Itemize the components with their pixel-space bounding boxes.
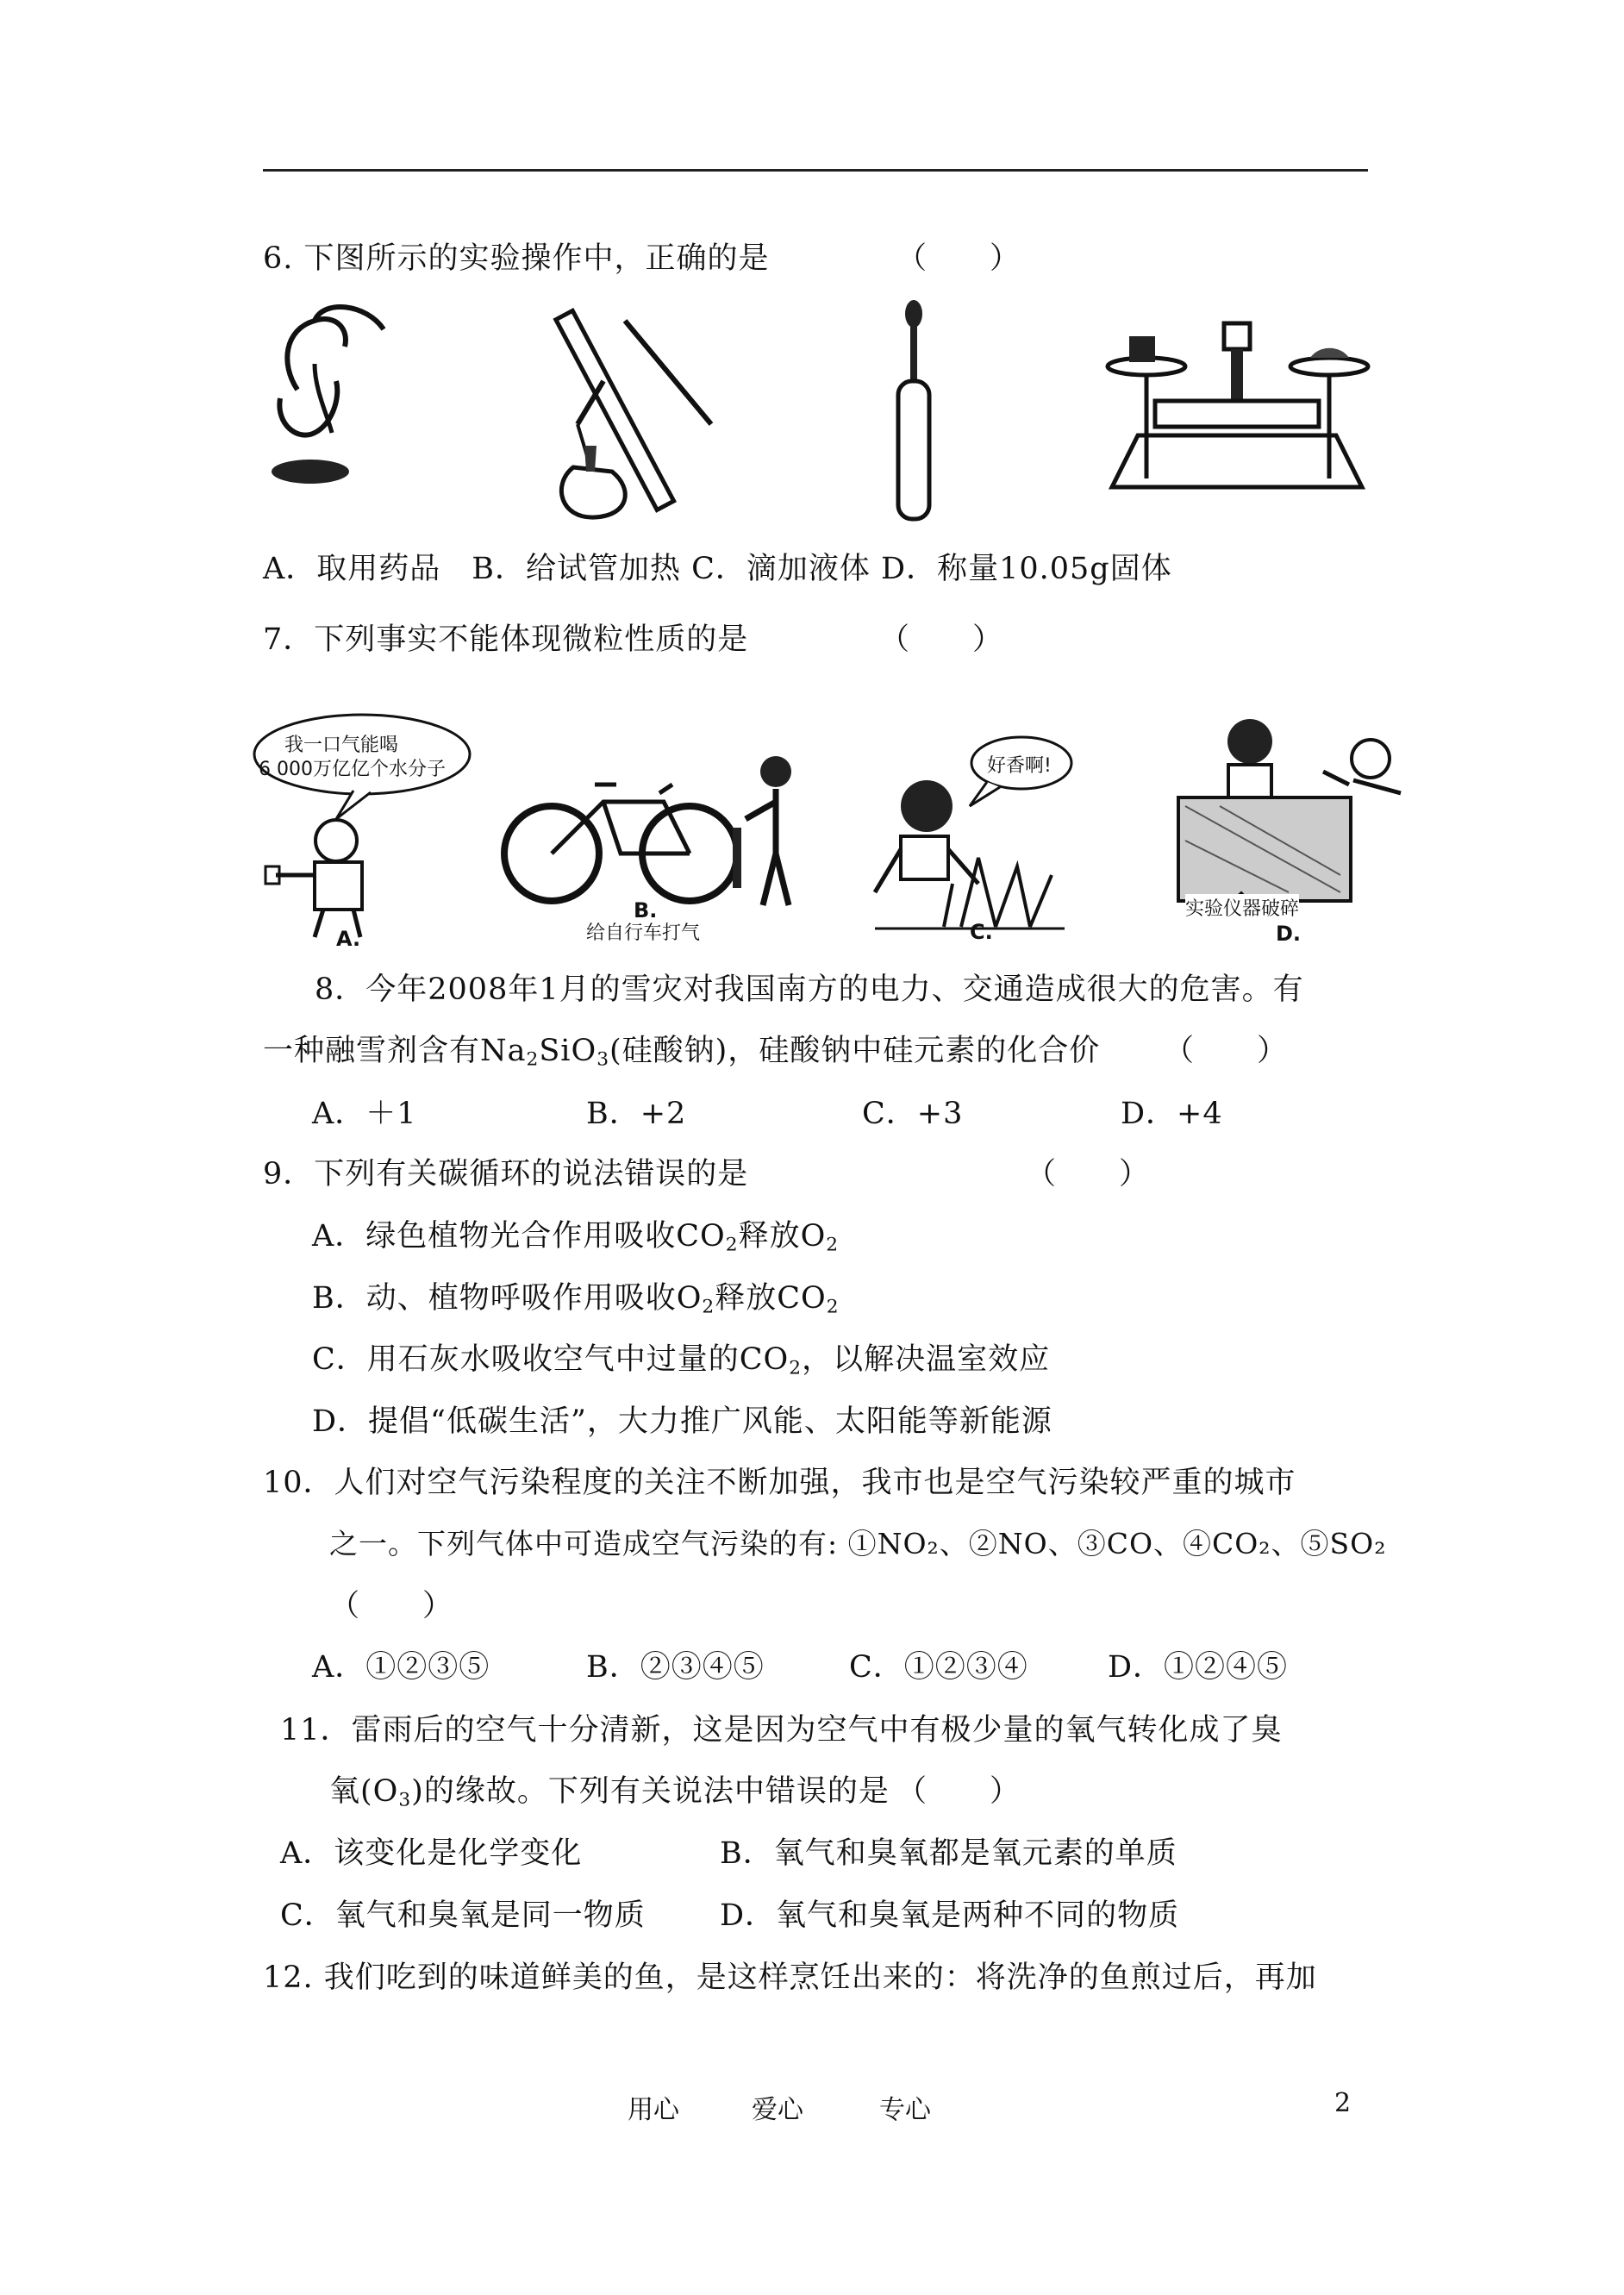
q7-label-d: D. <box>1276 922 1302 946</box>
q7-d-caption: 实验仪器破碎 <box>1185 894 1299 921</box>
q6-figure-take-reagent <box>263 295 392 493</box>
header-rule <box>263 169 1368 172</box>
q12-line1: 12. 我们吃到的味道鲜美的鱼，是这样烹饪出来的：将洗净的鱼煎过后，再加 <box>263 1960 1317 1995</box>
q10-line1: 10．人们对空气污染程度的关注不断加强，我市也是空气污染较严重的城市 <box>263 1466 1296 1500</box>
q9-stem: 9．下列有关碳循环的说法错误的是 <box>263 1157 749 1191</box>
q11-line2: 氧$(O_3)$的缘故。下列有关说法中错误的是 <box>329 1774 890 1811</box>
q11-option-d: D．氧气和臭氧是两种不同的物质 <box>720 1898 1180 1933</box>
q6-figure-heat-test-tube <box>526 295 724 528</box>
q11-option-c: C．氧气和臭氧是同一物质 <box>280 1898 646 1933</box>
q7-stem: 7．下列事实不能体现微粒性质的是 <box>263 622 749 657</box>
q11-line1: 11．雷雨后的空气十分清新，这是因为空气中有极少量的氧气转化成了臭 <box>280 1713 1283 1748</box>
q8-option-d: D．+4 <box>1121 1097 1223 1131</box>
q9-option-c: C．用石灰水吸收空气中过量的$CO_2$，以解决温室效应 <box>312 1342 1051 1379</box>
q6-figure-balance <box>1103 306 1371 504</box>
q7-label-a: A. <box>336 927 361 951</box>
q10-option-a: A．①②③⑤ <box>312 1650 490 1685</box>
q8-option-a: A．＋1 <box>312 1097 417 1131</box>
q6-options: A．取用药品 B．给试管加热 C．滴加液体 D．称量10.05g固体 <box>263 552 1172 586</box>
page-number: 2 <box>1334 2088 1352 2118</box>
q9-option-a: A．绿色植物光合作用吸收$CO_2$释放$O_2$ <box>312 1219 840 1256</box>
q6-stem: 6. 下图所示的实验操作中，正确的是 <box>263 241 770 276</box>
q7-figure-c <box>866 729 1073 948</box>
q8-line1: 8．今年2008年1月的雪灾对我国南方的电力、交通造成很大的危害。有 <box>315 972 1304 1007</box>
footer-word-2: 爱心 <box>752 2095 803 2125</box>
q6-figure-drip-liquid <box>888 295 940 528</box>
q7-b-caption: 给自行车打气 <box>586 922 701 944</box>
q9-option-d: D．提倡“低碳生活”，大力推广风能、太阳能等新能源 <box>312 1404 1052 1439</box>
q11-option-a: A．该变化是化学变化 <box>280 1836 583 1871</box>
q9-answer-paren: （ ） <box>1026 1157 1151 1191</box>
q10-option-c: C．①②③④ <box>849 1650 1028 1685</box>
q7-a-bubble-line1: 我一口气能喝 <box>284 735 399 756</box>
q7-c-bubble: 好香啊! <box>987 755 1052 777</box>
q6-answer-paren: （ ） <box>896 241 1021 276</box>
q10-option-d: D．①②④⑤ <box>1108 1650 1289 1685</box>
q8-option-c: C．+3 <box>862 1097 964 1131</box>
q7-figure-d <box>1168 711 1418 953</box>
q7-label-b-visible: B. <box>634 898 658 922</box>
footer-word-1: 用心 <box>628 2095 679 2125</box>
q8-answer-paren: （ ） <box>1164 1034 1289 1068</box>
q11-answer-paren: （ ） <box>896 1774 1021 1809</box>
q7-a-bubble-line2: 6 000万亿亿个水分子 <box>259 759 446 780</box>
q7-label-c: C. <box>970 920 993 944</box>
q10-option-b: B．②③④⑤ <box>586 1650 765 1685</box>
q11-option-b: B．氧气和臭氧都是氧元素的单质 <box>720 1836 1177 1871</box>
q9-option-b: B．动、植物呼吸作用吸收$O_2$释放$CO_2$ <box>312 1281 840 1318</box>
q10-answer-paren: （ ） <box>329 1589 454 1623</box>
q8-option-b: B．+2 <box>586 1097 687 1131</box>
q8-line2: 一种融雪剂含有$Na_2SiO_3$(硅酸钠)，硅酸钠中硅元素的化合价 <box>263 1034 1101 1071</box>
q7-figure-a <box>250 711 474 951</box>
q10-line2: 之一。下列气体中可造成空气污染的有: ①NO₂、②NO、③CO、④CO₂、⑤SO₂ <box>329 1527 1387 1560</box>
q7-answer-paren: （ ） <box>879 622 1004 657</box>
footer-word-3: 专心 <box>879 2095 931 2125</box>
